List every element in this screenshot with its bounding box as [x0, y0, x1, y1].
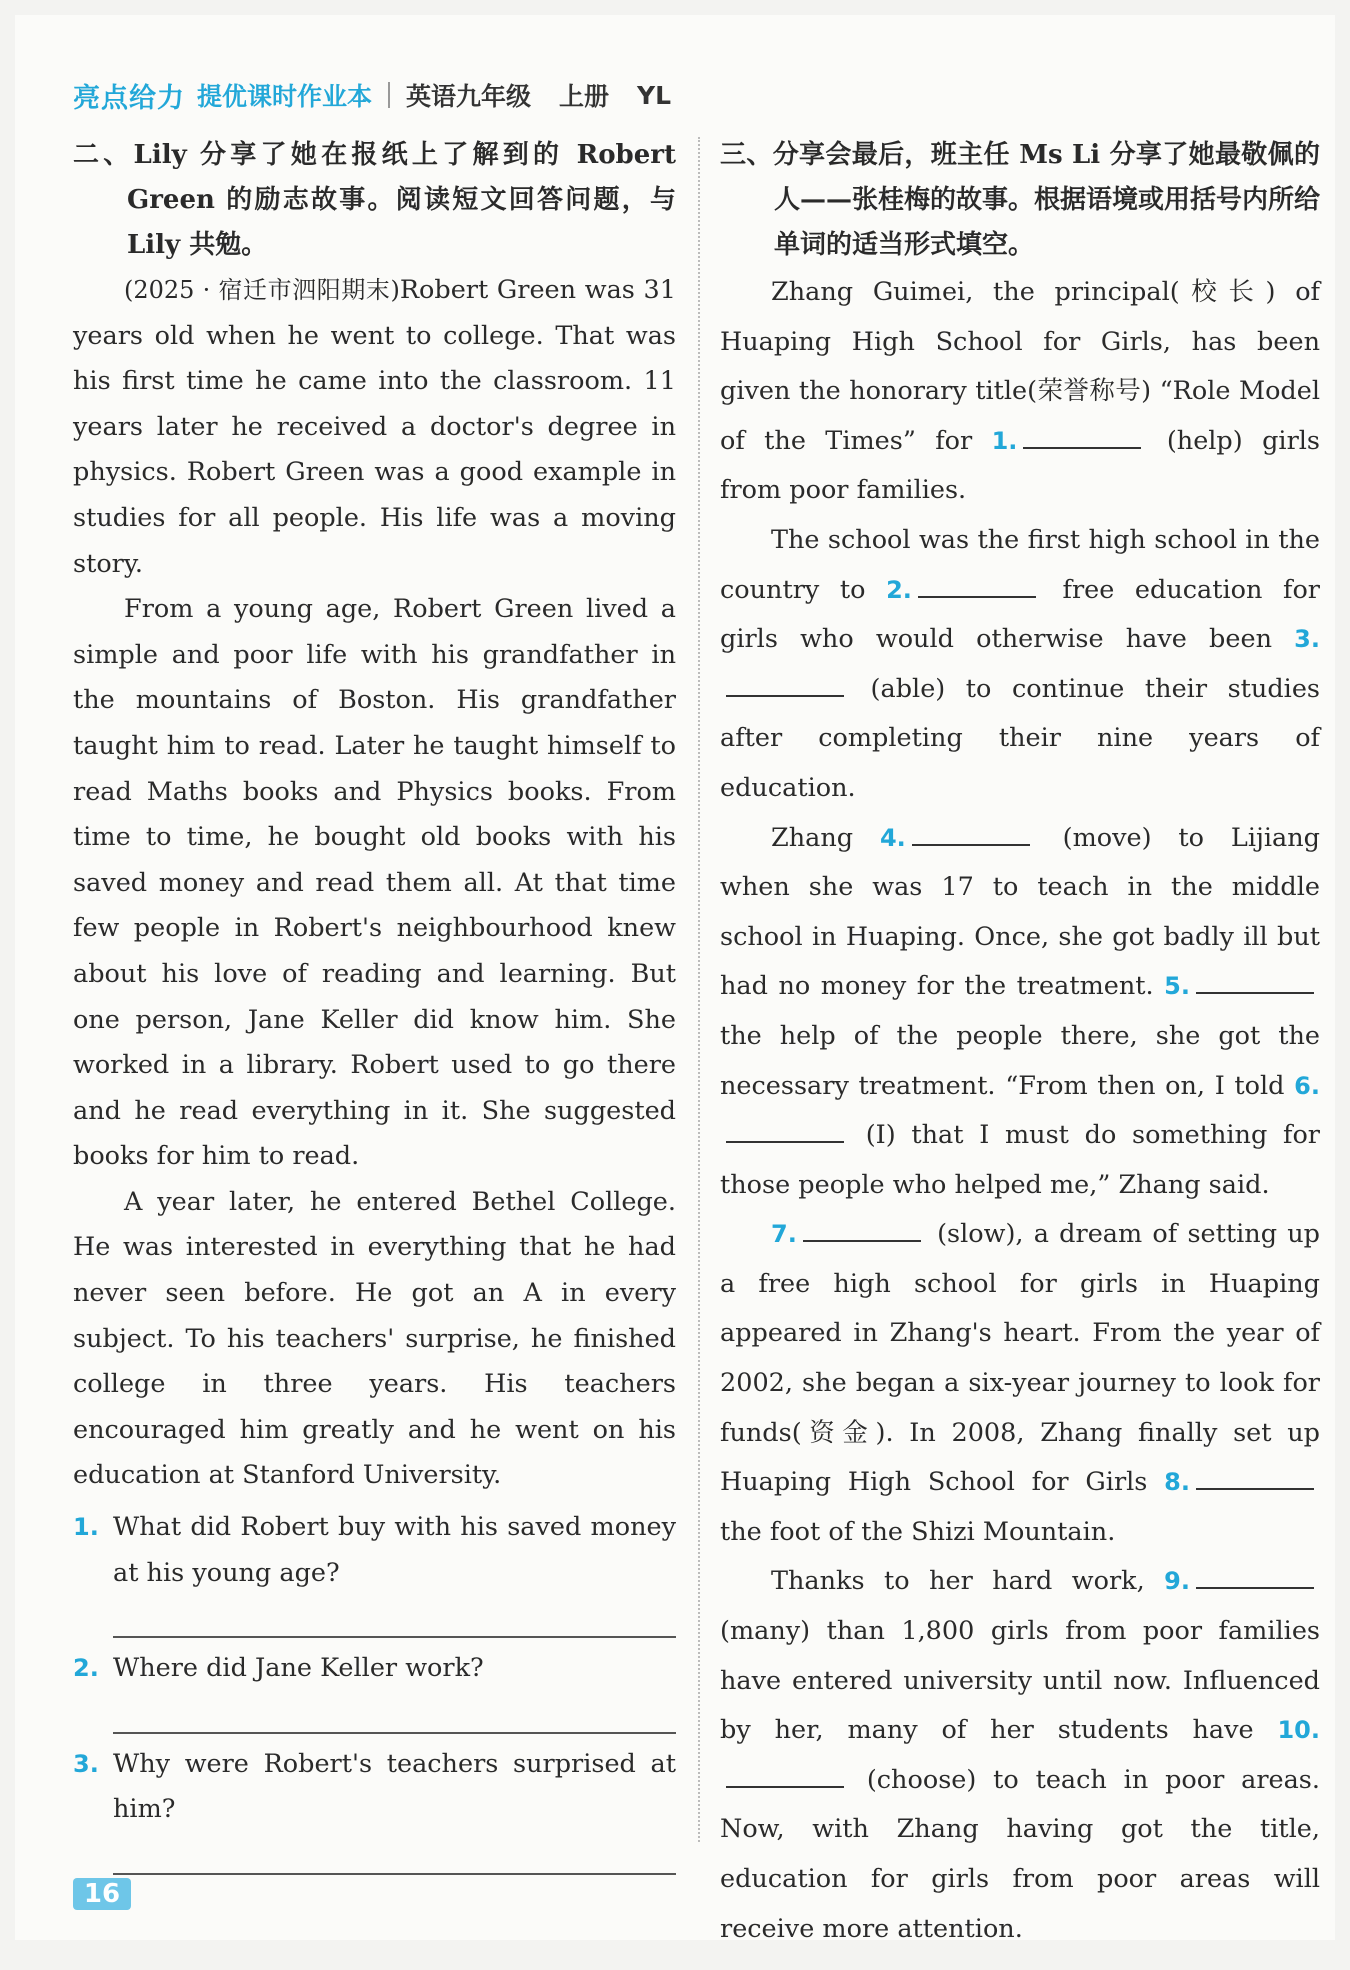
answer-line-1[interactable]: [113, 1596, 676, 1638]
blank-number: 10.: [1277, 1716, 1320, 1745]
answer-line-2[interactable]: [113, 1692, 676, 1734]
question-text: Why were Robert's teachers surprised at him?: [113, 1748, 676, 1825]
blank-number: 5.: [1164, 972, 1190, 1001]
fill-blank-8[interactable]: [1196, 1460, 1314, 1490]
section-two-title: 二、Lily 分享了她在报纸上了解到的 Robert Green 的励志故事。阅读短文回答问题，与 Lily 共勉。: [73, 140, 676, 260]
fill-blank-1[interactable]: [1023, 419, 1141, 449]
cloze-paragraph-3: Zhang 4. (move) to Lijiang when she was 17 to teach in the middle school in Huaping. Once, she got badly ill but had no money for the treatment. 5. the help of the people there, she got the necessary treatment. “From then on, I told 6. (I) that I must do something for those people who helped me,” Zhang said.: [720, 814, 1320, 1211]
question-number: 2.: [73, 1654, 99, 1683]
blank-number: 1.: [991, 426, 1018, 455]
blank-number: 6.: [1294, 1071, 1320, 1100]
cloze-paragraph-5: Thanks to her hard work, 9. (many) than 1,800 girls from poor families have entered university until now. Influenced by her, many of her students have 10. (choose) to teach in poor areas. Now, with Zhang having got the title, education for girls from poor areas will receive more attention.: [720, 1557, 1320, 1954]
question-2: [73, 1646, 676, 1692]
subject-grade: 英语九年级: [406, 82, 532, 111]
question-3: [73, 1742, 676, 1833]
section-two: [73, 133, 676, 1883]
question-number: 3.: [73, 1749, 99, 1778]
fill-blank-2[interactable]: [918, 568, 1036, 598]
header-separator: [388, 82, 390, 108]
page-number: 16: [73, 1878, 131, 1910]
question-1: [73, 1505, 676, 1596]
workbook-page: [15, 15, 1335, 1944]
fill-blank-5[interactable]: [1196, 964, 1314, 994]
fill-blank-3[interactable]: [726, 667, 844, 697]
blank-number: 9.: [1164, 1567, 1190, 1596]
passage-source: (2025 · 宿迁市泗阳期末): [124, 276, 400, 304]
blank-number: 3.: [1294, 625, 1320, 654]
fill-blank-9[interactable]: [1196, 1559, 1314, 1589]
volume-label: 上册: [559, 82, 610, 111]
book-series: 提优课时作业本: [197, 82, 373, 111]
fill-blank-4[interactable]: [912, 816, 1030, 846]
page-header: [73, 73, 699, 117]
question-text: What did Robert buy with his saved money at his young age?: [113, 1512, 676, 1588]
cloze-paragraph-4: 7. (slow), a dream of setting up a free high school for girls in Huaping appeared in Zhang's heart. From the year of 2002, she began a six-year journey to look for funds(资金). In 2008, Zhang finally set up Huaping High School for Girls 8. the foot of the Shizi Mountain.: [720, 1210, 1320, 1557]
passage-paragraph-1: (2025 · 宿迁市泗阳期末)Robert Green was 31 years old when he went to college. That was his first time he came into the classroom. 11 years later he received a doctor's degree in physics. Robert Green was a good example in studies for all people. His life was a moving story.: [73, 275, 676, 579]
cloze-paragraph-1: Zhang Guimei, the principal(校长) of Huaping High School for Girls, has been given the honorary title(荣誉称号) “Role Model of the Times” for 1. (help) girls from poor families.: [720, 277, 1320, 506]
fill-blank-7[interactable]: [803, 1212, 921, 1242]
question-number: 1.: [73, 1513, 99, 1542]
blank-number: 4.: [879, 823, 906, 852]
column-divider: [698, 137, 700, 1842]
section-three: [720, 133, 1320, 1954]
blank-number: 2.: [886, 575, 912, 604]
edition-label: YL: [637, 80, 672, 110]
brand-logo: 亮点给力: [73, 82, 185, 114]
section-three-title: 三、分享会最后，班主任 Ms Li 分享了她最敬佩的人——张桂梅的故事。根据语境或用括号内所给单词的适当形式填空。: [720, 140, 1321, 260]
fill-blank-10[interactable]: [726, 1758, 844, 1788]
cloze-paragraph-2: The school was the first high school in the country to 2. free education for girls who would otherwise have been 3. (able) to continue their studies after completing their nine years of education.: [720, 524, 1320, 803]
blank-number: 8.: [1164, 1468, 1190, 1497]
passage-paragraph-2: From a young age, Robert Green lived a simple and poor life with his grandfather in the mountains of Boston. His grandfather taught him to read. Later he taught himself to read Maths books and Physics books. From time to time, he bought old books with his saved money and read them all. At that time few people in Robert's neighbourhood knew about his love of reading and learning. But one person, Jane Keller did know him. She worked in a library. Robert used to go there and he read everything in it. She suggested books for him to read.: [73, 594, 676, 1172]
passage-paragraph-3: A year later, he entered Bethel College. He was interested in everything that he had never seen before. He got an A in every subject. To his teachers' surprise, he finished college in three years. His teachers encouraged him greatly and he went on his education at Stanford University.: [73, 1186, 676, 1491]
question-text: Where did Jane Keller work?: [113, 1653, 484, 1684]
blank-number: 7.: [771, 1220, 797, 1249]
answer-line-3[interactable]: [113, 1833, 676, 1875]
fill-blank-6[interactable]: [726, 1113, 844, 1143]
